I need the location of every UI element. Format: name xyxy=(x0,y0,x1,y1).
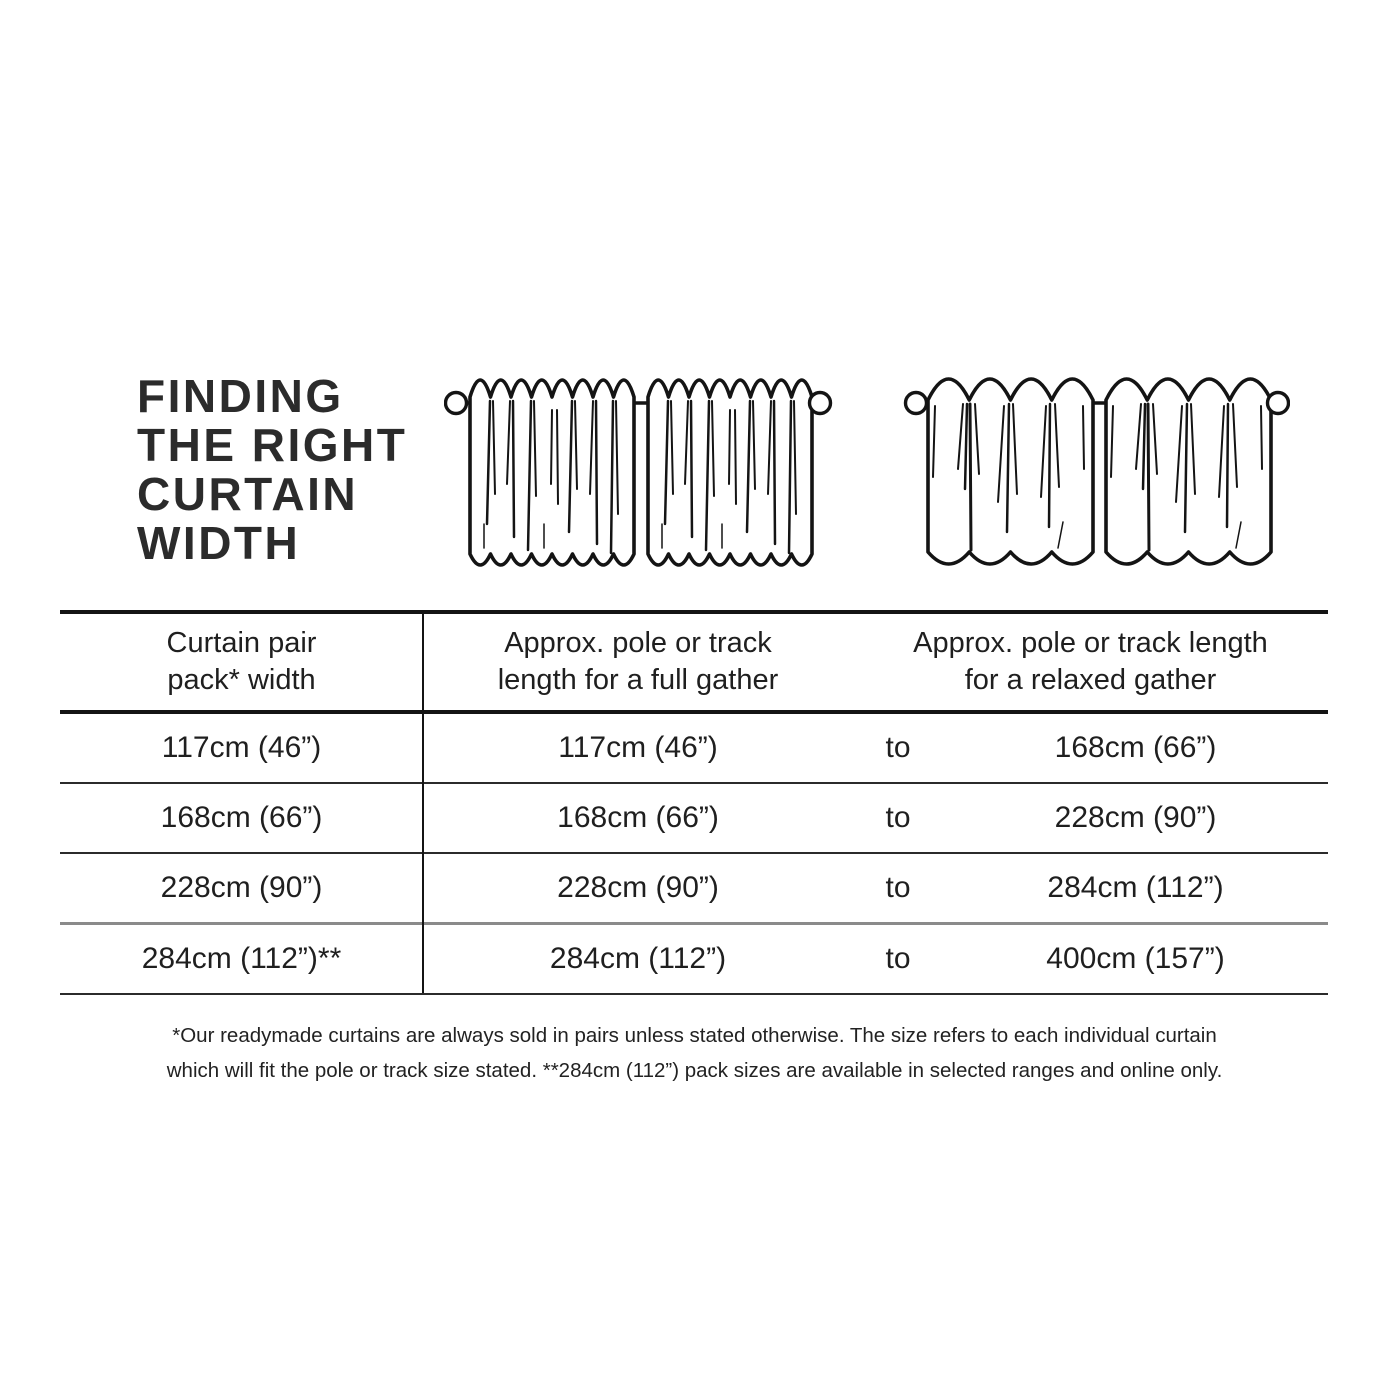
relaxed-gather-cell: 400cm (157”) xyxy=(1046,942,1225,975)
header-line: Curtain pair xyxy=(166,627,317,659)
to-label: to xyxy=(885,731,911,764)
title-line-4: WIDTH xyxy=(137,517,301,569)
table-row xyxy=(60,714,1328,782)
curtain-relaxed-gather-illustration xyxy=(903,374,1290,570)
table-header-row xyxy=(60,614,1328,714)
title-line-3: CURTAIN xyxy=(137,468,359,520)
finial-right-icon xyxy=(1268,393,1289,414)
relaxed-gather-cell: 284cm (112”) xyxy=(1047,871,1224,904)
relaxed-gather-cell: 168cm (66”) xyxy=(1054,731,1217,764)
footnote-line-1: *Our readymade curtains are always sold in pairs unless stated otherwise. The size refers to each individual curtain xyxy=(172,1024,1217,1047)
header-line: Approx. pole or track length xyxy=(913,627,1268,659)
header-relaxed-gather xyxy=(853,625,1328,699)
footnote xyxy=(0,1018,1389,1088)
pack-width-cell: 284cm (112”)** xyxy=(141,942,342,975)
full-gather-cell: 228cm (90”) xyxy=(557,871,719,904)
column-divider xyxy=(422,614,424,993)
page-title xyxy=(137,372,407,568)
table-row xyxy=(60,782,1328,852)
title-line-1: FINDING xyxy=(137,370,344,422)
finial-left-icon xyxy=(446,393,467,414)
table-row xyxy=(60,922,1328,993)
title-line-2: THE RIGHT xyxy=(137,419,408,471)
to-label: to xyxy=(885,801,911,834)
header-line: for a relaxed gather xyxy=(964,664,1217,696)
finial-left-icon xyxy=(906,393,927,414)
relaxed-gather-cell: 228cm (90”) xyxy=(1054,801,1217,834)
size-table xyxy=(60,610,1328,995)
curtain-panel-full-gather xyxy=(648,380,812,565)
curtain-full-gather-illustration xyxy=(444,374,834,570)
full-gather-cell: 117cm (46”) xyxy=(558,731,718,764)
to-label: to xyxy=(885,942,911,975)
header-line: length for a full gather xyxy=(497,664,779,696)
table-row xyxy=(60,852,1328,922)
to-label: to xyxy=(885,871,911,904)
pack-width-cell: 228cm (90”) xyxy=(160,871,323,904)
full-gather-cell: 168cm (66”) xyxy=(557,801,719,834)
curtain-panel-relaxed-gather xyxy=(928,379,1093,564)
finial-right-icon xyxy=(810,393,831,414)
full-gather-cell: 284cm (112”) xyxy=(549,942,727,975)
footnote-line-2: which will fit the pole or track size stated. **284cm (112”) pack sizes are available in selected ranges and online only. xyxy=(166,1059,1223,1082)
header-line: pack* width xyxy=(167,664,316,696)
header-full-gather xyxy=(423,625,853,699)
header-line: Approx. pole or track xyxy=(504,627,772,659)
pack-width-cell: 117cm (46”) xyxy=(161,731,322,764)
pack-width-cell: 168cm (66”) xyxy=(160,801,323,834)
header-pack-width xyxy=(60,625,423,699)
curtain-panel-full-gather xyxy=(470,380,634,565)
curtain-panel-relaxed-gather xyxy=(1106,379,1271,564)
